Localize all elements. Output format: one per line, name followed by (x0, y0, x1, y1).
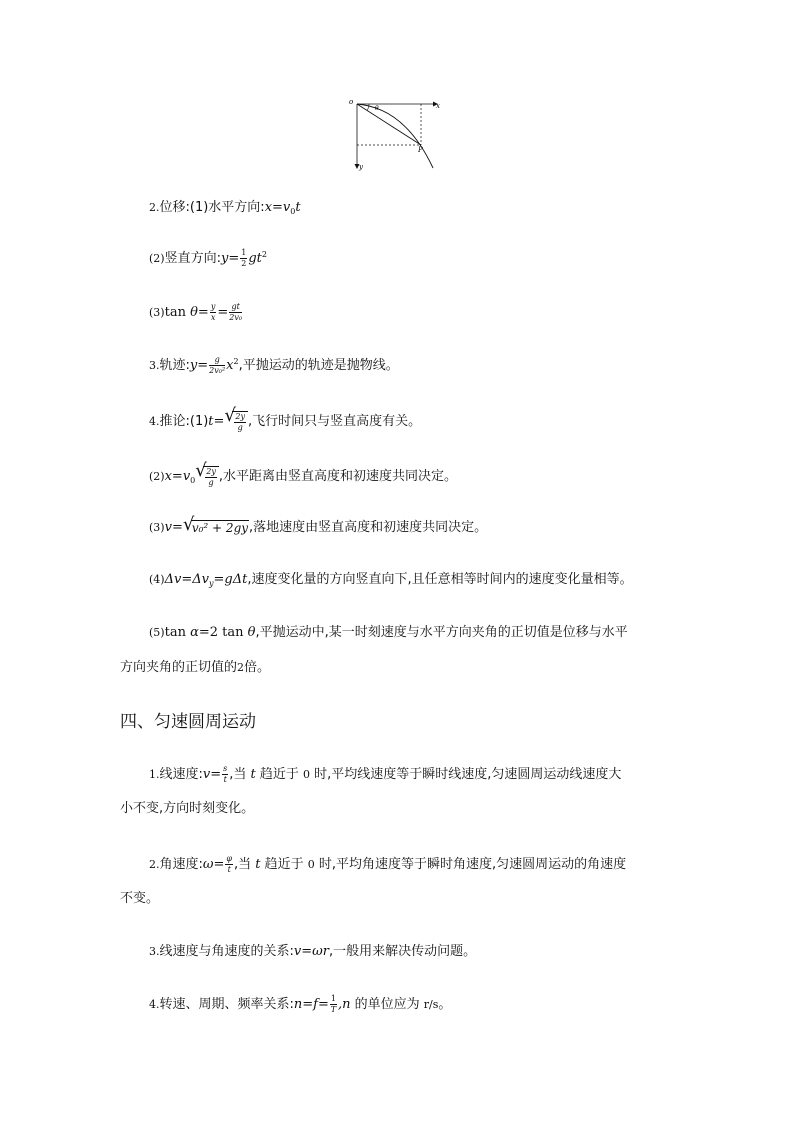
section-heading: 四、匀速圆周运动 (120, 712, 256, 732)
trajectory-curve (357, 104, 433, 168)
formula: =2 tan (198, 625, 248, 640)
item-number: 4. (149, 998, 160, 1011)
item-text: 不变。 (120, 891, 160, 906)
item-text: ,当 (234, 857, 256, 872)
formula: y= (220, 251, 240, 266)
item-4-inference-2 (149, 460, 458, 487)
item-2-tan (149, 303, 243, 322)
formula: v= (202, 767, 222, 782)
formula: = (217, 305, 229, 320)
item-text: 位移:(1)水平方向: (159, 200, 265, 215)
item-text: 趋近于 (260, 857, 308, 872)
item-text: ,平抛运动中,某一时刻速度与水平方向夹角的正切值是位移与水平 (255, 625, 628, 640)
formula: tan (164, 305, 191, 320)
subscript: y (208, 579, 214, 588)
item-linear-velocity-cont (120, 802, 254, 815)
item-velocity-relation (149, 945, 476, 958)
fraction: $\frac{gt}{\text{2v₀}}$ (229, 302, 243, 322)
formula: =gΔt (213, 572, 248, 587)
formula: θ= (190, 305, 209, 320)
item-number: (2) (149, 470, 165, 483)
item-text: ,飞行时间只与竖直高度有关。 (248, 414, 422, 429)
item-number: 4. (149, 415, 160, 428)
fraction: $\frac{y}{x}$ (210, 302, 216, 322)
item-number: 2. (149, 201, 160, 214)
formula: x=v (264, 200, 291, 215)
item-text: 竖直方向: (164, 251, 221, 266)
item-4-inference-5 (149, 626, 628, 639)
formula: t (295, 200, 301, 215)
item-text: 。 (438, 997, 452, 1012)
label-x: x (436, 102, 440, 110)
item-number: (2) (149, 252, 165, 265)
fraction: $\frac{1}{T}$ (330, 994, 337, 1014)
formula: Δv=Δv (164, 572, 209, 587)
item-text: 时,平均线速度等于瞬时线速度,匀速圆周运动线速度大 (310, 767, 622, 782)
item-text: 轨迹: (159, 358, 190, 373)
formula: x (226, 358, 234, 373)
item-text: 倍。 (244, 660, 271, 675)
displacement-line (357, 104, 421, 145)
item-angular-velocity-cont (120, 892, 159, 905)
item-text: 小不变,方向时刻变化。 (120, 801, 255, 816)
label-y: y (359, 163, 363, 171)
square-root: √ $\frac{2y}{g}$ (224, 411, 248, 432)
item-text: ,一般用来解决传动问题。 (328, 944, 477, 959)
subscript: 0 (190, 476, 196, 485)
subscript: 0 (290, 207, 296, 216)
item-text: 时,平均角速度等于瞬时角速度,匀速圆周运动的角速度 (314, 857, 627, 872)
formula: n=f= (293, 997, 329, 1012)
label-p: P (418, 146, 423, 154)
item-linear-velocity (149, 765, 621, 784)
item-number: (3) (149, 306, 165, 319)
item-2-vertical (149, 249, 267, 268)
formula: gt (248, 251, 262, 266)
superscript: 2 (261, 250, 267, 259)
formula: v=ωr (293, 944, 329, 959)
label-o: o (349, 98, 354, 106)
item-number: (4) (149, 573, 165, 586)
item-number: (5) (149, 626, 165, 639)
formula: x=v (164, 469, 191, 484)
item-text: ,水平距离由竖直高度和初速度共同决定。 (218, 469, 458, 484)
formula: θ (247, 625, 256, 640)
item-text: 趋近于 (255, 767, 304, 782)
item-3-trajectory (149, 356, 399, 375)
fraction: $\frac{1}{2}$ (241, 248, 247, 268)
formula: α (190, 625, 199, 640)
item-text: 线速度: (159, 767, 203, 782)
item-4-inference-4 (149, 573, 633, 588)
item-text: 转速、周期、频率关系: (159, 997, 294, 1012)
formula: t (250, 767, 256, 782)
item-text: ,速度变化量的方向竖直向下,且任意相等时间内的速度变化量相等。 (247, 572, 633, 587)
formula: ω= (202, 857, 225, 872)
fraction: $\frac{s}{t}$ (223, 764, 228, 784)
item-text: ,落地速度由竖直高度和初速度共同决定。 (249, 520, 488, 535)
square-root: √ v₀² + 2gy (182, 514, 249, 535)
item-number: 1. (149, 768, 160, 781)
item-text: 的单位应为 (350, 997, 424, 1012)
item-text: 线速度与角速度的关系: (159, 944, 294, 959)
number: 2 (237, 661, 245, 674)
item-text: 推论:(1) (159, 414, 209, 429)
formula: tan (164, 625, 191, 640)
item-rotation-relation (149, 995, 451, 1014)
label-theta: θ (375, 105, 379, 112)
item-text: 角速度: (159, 857, 203, 872)
superscript: 2 (233, 357, 239, 366)
theta-arc (367, 104, 369, 111)
item-number: 3. (149, 945, 160, 958)
formula: ,n (337, 997, 351, 1012)
item-angular-velocity (149, 855, 626, 874)
item-text: 方向夹角的正切值的 (120, 660, 238, 675)
projectile-diagram (345, 96, 465, 176)
item-4-inference-5-cont (120, 661, 270, 674)
number: 0 (307, 858, 315, 871)
formula: t= (208, 414, 225, 429)
item-text: ,当 (229, 767, 251, 782)
item-2-displacement (149, 201, 301, 216)
item-text: ,平抛运动的轨迹是抛物线。 (238, 358, 399, 373)
unit: r/s (423, 998, 439, 1011)
item-4-inference-3 (149, 514, 488, 535)
formula: t (255, 857, 261, 872)
formula: v= (164, 520, 183, 535)
fraction: $\frac{\varphi}{t}$ (226, 854, 232, 874)
item-4-inference-1 (149, 405, 422, 432)
formula: y= (189, 358, 209, 373)
square-root: √ $\frac{2y}{g}$ (195, 466, 219, 487)
item-number: (3) (149, 521, 165, 534)
number: 0 (303, 768, 311, 781)
item-number: 3. (149, 359, 160, 372)
item-number: 2. (149, 858, 160, 871)
fraction: $\frac{g}{\text{2v₀²}}$ (209, 355, 226, 375)
